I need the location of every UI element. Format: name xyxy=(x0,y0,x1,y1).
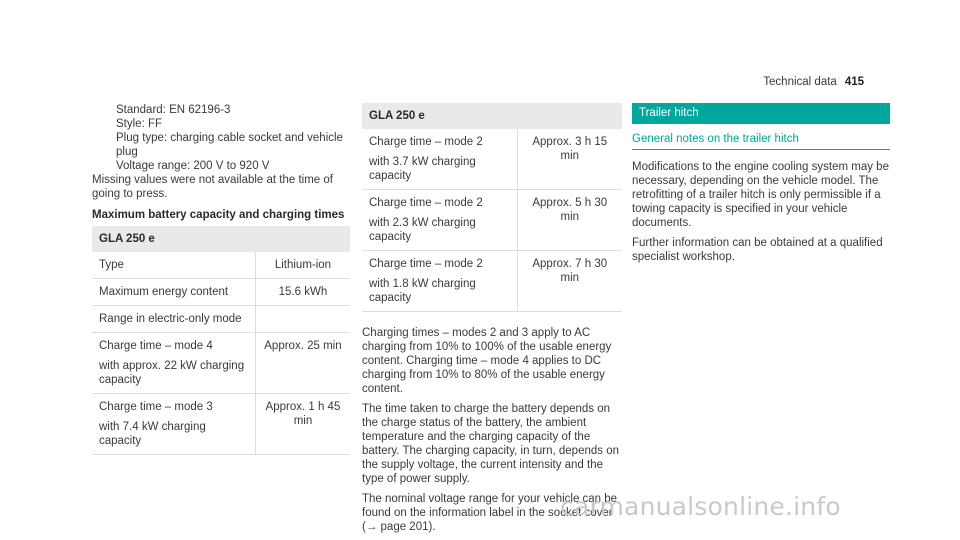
socket-specs xyxy=(92,103,350,173)
availability-note: Missing values were not available at the time of going to press. xyxy=(92,174,333,200)
charging-times-paragraph: Charging times – modes 2 and 3 apply to AC charging from 10% to 100% of the usable energy content. Charging time – mode 4 applies to DC charging from 10% to 80% of the usable energy content. xyxy=(362,327,612,395)
row-sublabel: with 2.3 kW charging capacity xyxy=(369,217,476,243)
further-info-paragraph: Further information can be obtained at a qualified specialist workshop. xyxy=(632,237,883,263)
row-value: Approx. 7 h 30 min xyxy=(517,251,622,312)
row-label: Charge time – mode 2 xyxy=(369,258,483,270)
section-title: Technical data xyxy=(763,76,837,88)
row-label: Maximum energy content xyxy=(99,286,229,298)
column-3 xyxy=(632,103,890,270)
nominal-voltage-paragraph: The nominal voltage range for your vehicle can be found on the information label in the socket cover (→ page 201). xyxy=(362,493,618,533)
modifications-paragraph: Modifications to the engine cooling system may be necessary, depending on the vehicle model. The retrofitting of a trailer hitch is only permissible if a towing capacity is specified in your vehicle documents. xyxy=(632,161,889,229)
row-sublabel: with 7.4 kW charging capacity xyxy=(99,421,206,447)
table-row xyxy=(362,251,622,312)
row-value: Approx. 1 h 45 min xyxy=(255,394,350,455)
table-row xyxy=(362,129,622,190)
row-value: Approx. 25 min xyxy=(255,333,350,394)
table-row xyxy=(92,306,350,333)
watermark: carmanualsonline.info xyxy=(560,492,841,521)
row-sublabel: with approx. 22 kW charging capacity xyxy=(99,360,245,386)
spec-standard: Standard: EN 62196-3 xyxy=(116,104,231,116)
row-value xyxy=(255,306,350,333)
table-row xyxy=(92,252,350,279)
subsection-heading: General notes on the trailer hitch xyxy=(632,132,890,150)
row-value: Approx. 3 h 15 min xyxy=(517,129,622,190)
page-header xyxy=(763,75,864,89)
charge-duration-paragraph: The time taken to charge the battery depends on the charge status of the battery, the ambient temperature and the charging capacity of the battery. The charging capacity, in turn, depends on the supply voltage, the current intensity and the type of power supply. xyxy=(362,403,619,485)
spec-plug-type: Plug type: charging cable socket and vehicle plug xyxy=(116,132,343,158)
section-bar-trailer-hitch: Trailer hitch xyxy=(632,103,890,124)
table-title: GLA 250 e xyxy=(362,103,622,129)
row-label: Type xyxy=(99,259,124,271)
spec-voltage-range: Voltage range: 200 V to 920 V xyxy=(116,160,270,172)
row-sublabel: with 1.8 kW charging capacity xyxy=(369,278,476,304)
section-heading: Maximum battery capacity and charging times xyxy=(92,209,345,221)
charging-table xyxy=(362,103,622,312)
table-row xyxy=(362,190,622,251)
row-sublabel: with 3.7 kW charging capacity xyxy=(369,156,476,182)
page-number: 415 xyxy=(844,76,864,88)
row-label: Charge time – mode 2 xyxy=(369,136,483,148)
column-2 xyxy=(362,103,622,540)
spec-style: Style: FF xyxy=(116,118,163,130)
row-label: Charge time – mode 4 xyxy=(99,340,213,352)
table-row xyxy=(92,333,350,394)
column-1 xyxy=(92,103,350,455)
battery-table xyxy=(92,226,350,455)
table-row xyxy=(92,394,350,455)
row-value: Approx. 5 h 30 min xyxy=(517,190,622,251)
table-row xyxy=(92,279,350,306)
row-value: Lithium-ion xyxy=(255,252,350,279)
row-label: Range in electric-only mode xyxy=(99,313,242,325)
row-value: 15.6 kWh xyxy=(255,279,350,306)
table-title: GLA 250 e xyxy=(92,226,350,252)
row-label: Charge time – mode 3 xyxy=(99,401,213,413)
row-label: Charge time – mode 2 xyxy=(369,197,483,209)
